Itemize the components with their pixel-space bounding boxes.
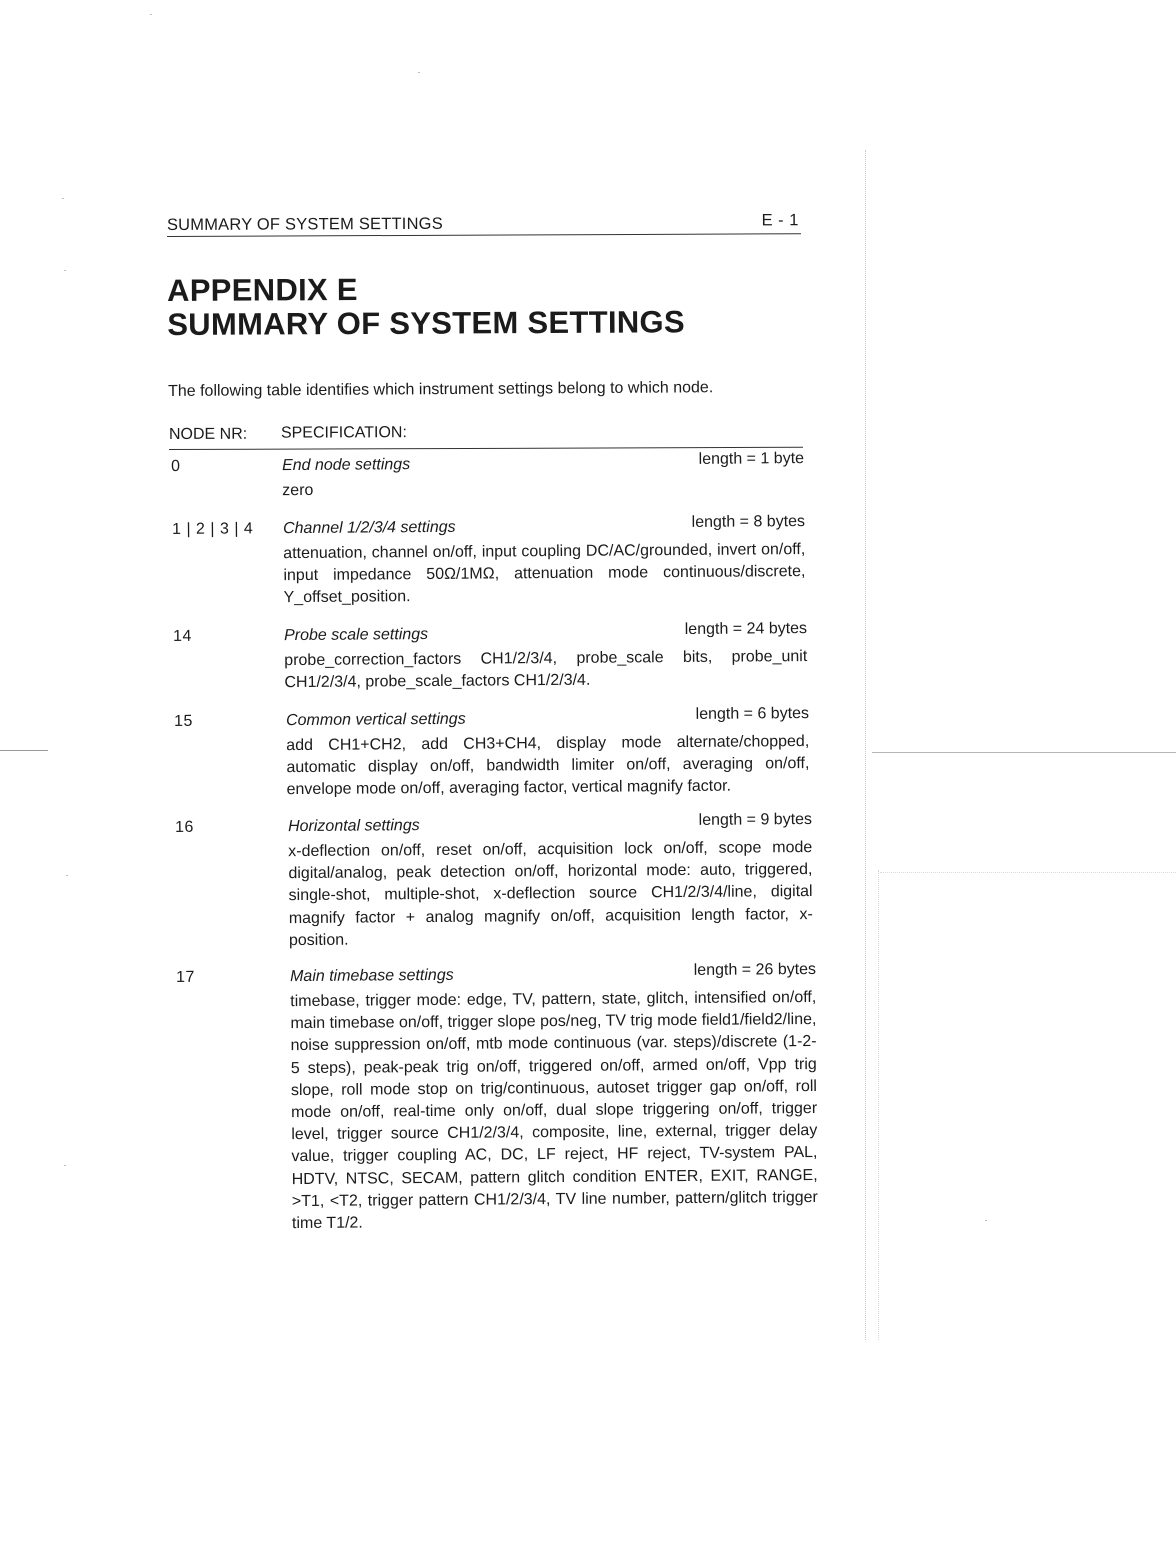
scan-speck — [62, 198, 64, 199]
node-number: 1 | 2 | 3 | 4 — [172, 520, 254, 538]
intro-paragraph: The following table identifies which instrument settings belong to which node. — [168, 379, 714, 400]
running-header — [167, 211, 801, 237]
setting-length: length = 8 bytes — [691, 513, 806, 531]
setting-description: add CH1+CH2, add CH3+CH4, display mode alternate/chopped, automatic display on/off, bandwidth limiter on/off, averaging on/off, envelope mode on/off, averaging factor, vertical magnify factor. — [286, 733, 810, 799]
setting-description: timebase, trigger mode: edge, TV, pattern, state, glitch, intensified on/off, main timebase on/off, trigger slope pos/neg, TV trig mode field1/field2/line, noise suppression on/off, mtb mode continuous (var. steps)/discrete (1-2-5 steps), peak-peak trig on/off, triggered on/off, armed on/off, Vpp trig slope, roll mode stop on trig/continuous, autoset trigger gap on/off, roll mode on/off, real-time only on/off, dual slope triggering on/off, trigger level, trigger source CH1/2/3/4, composite, line, external, trigger delay value, trigger coupling AC, DC, LF reject, HF reject, TV-system PAL, HDTV, NTSC, SECAM, pattern glitch condition ENTER, EXIT, RANGE, >T1, <T2, trigger pattern CH1/2/3/4, TV line number, pattern/glitch trigger time T1/2. — [290, 988, 818, 1233]
table-row — [172, 513, 807, 607]
setting-name: End node settings — [281, 456, 411, 475]
table-row — [176, 960, 818, 1233]
running-header-title: SUMMARY OF SYSTEM SETTINGS — [166, 214, 443, 235]
setting-name: Probe scale settings — [283, 625, 429, 645]
setting-length: length = 24 bytes — [684, 620, 808, 638]
scan-speck — [64, 270, 66, 271]
scan-artifact-horizontal — [880, 872, 1176, 873]
column-header-node: NODE NR: — [168, 425, 248, 444]
node-number: 15 — [174, 712, 193, 730]
table-row — [173, 620, 808, 692]
table-row — [174, 705, 810, 799]
setting-length: length = 6 bytes — [695, 705, 810, 723]
specification — [289, 960, 818, 1235]
setting-name: Channel 1/2/3/4 settings — [282, 518, 456, 538]
scan-artifact-horizontal — [872, 752, 1176, 753]
scan-artifact-horizontal — [0, 750, 48, 751]
node-number: 17 — [176, 968, 195, 986]
scan-speck — [150, 14, 152, 15]
table-header — [169, 422, 803, 450]
setting-description: attenuation, channel on/off, input coupling DC/AC/grounded, invert on/off, input impedance 50Ω/1MΩ, attenuation mode continuous/discrete, Y_offset_position. — [283, 541, 806, 607]
setting-description: x-deflection on/off, reset on/off, acquisition lock on/off, scope mode digital/analog, peak detection on/off, horizontal mode: auto, triggered, single-shot, multiple-shot, x-deflection source CH1/2/3/4/line, digital magnify factor + analog magnify on/off, acquisition length factor, x-position. — [288, 838, 813, 949]
table-row — [171, 450, 806, 500]
specification — [287, 810, 813, 952]
setting-name: Common vertical settings — [285, 710, 466, 730]
page-number: E - 1 — [761, 211, 799, 230]
scan-speck — [66, 875, 68, 876]
scan-artifact-vertical — [865, 150, 866, 1340]
scan-speck — [985, 1220, 987, 1221]
setting-description: zero — [282, 481, 314, 500]
setting-length: length = 9 bytes — [698, 810, 813, 829]
scan-speck — [418, 72, 420, 73]
scan-artifact-vertical — [878, 870, 879, 1340]
table-row — [175, 810, 813, 949]
setting-name: Main timebase settings — [289, 966, 454, 986]
column-header-specification: SPECIFICATION: — [280, 424, 407, 442]
setting-description: probe_correction_factors CH1/2/3/4, probe_scale bits, probe_unit CH1/2/3/4, probe_scale_factors CH1/2/3/4. — [284, 648, 808, 692]
specification — [281, 450, 805, 502]
specification — [282, 513, 806, 610]
title-line-appendix: APPENDIX E — [166, 272, 358, 308]
node-number: 16 — [175, 818, 194, 836]
node-number: 14 — [173, 627, 192, 645]
title-line-summary: SUMMARY OF SYSTEM SETTINGS — [167, 304, 685, 342]
specification — [283, 620, 808, 695]
setting-length: length = 1 byte — [698, 450, 805, 468]
scan-speck — [64, 1165, 66, 1166]
specification — [285, 705, 810, 802]
setting-length: length = 26 bytes — [693, 960, 817, 979]
page-title — [167, 271, 807, 342]
setting-name: Horizontal settings — [287, 817, 420, 836]
node-number: 0 — [171, 457, 181, 475]
